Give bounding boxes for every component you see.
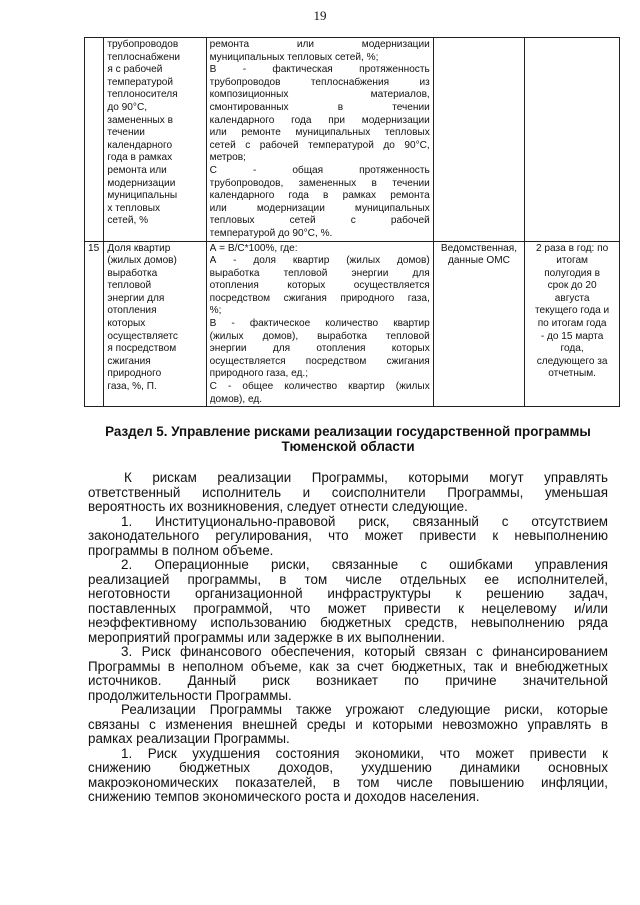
cell-line: сжигания bbox=[107, 355, 151, 367]
cell-line: данные ОМС bbox=[448, 255, 510, 267]
table-row-15 bbox=[85, 241, 620, 407]
body-line: 1. Институционально-правовой риск, связанный с отсутствием bbox=[121, 514, 608, 529]
cell-line: до 90°С, bbox=[107, 101, 148, 113]
section-heading bbox=[88, 425, 608, 454]
cell-line: теплоснабжени bbox=[107, 51, 181, 63]
cell-line: итогам bbox=[556, 255, 588, 267]
cell-formula bbox=[206, 38, 433, 242]
cell-period bbox=[525, 38, 620, 242]
cell-line: отопления которых осуществляется bbox=[209, 280, 430, 292]
table-row-continued bbox=[85, 38, 620, 242]
cell-indicator-name bbox=[104, 241, 206, 407]
cell-line: смонтированных в течении bbox=[209, 101, 430, 113]
cell-line: осуществляетс bbox=[107, 330, 178, 342]
cell-line: - до 15 марта bbox=[540, 330, 604, 342]
cell-line: течении bbox=[107, 127, 145, 139]
body-line: рамках реализации Программы. bbox=[88, 732, 290, 746]
cell-line: муниципальных тепловых сетей, %; bbox=[209, 51, 379, 63]
cell-line: выработка тепловой энергии для bbox=[209, 267, 430, 279]
cell-line: посредством сжигания природного газа, bbox=[209, 292, 430, 304]
cell-line: композиционных материалов, bbox=[209, 89, 430, 101]
body-line: 2. Операционные риски, связанные с ошибками управления bbox=[121, 558, 608, 572]
section-heading-line: Раздел 5. Управление рисками реализации государственной программы bbox=[105, 424, 591, 439]
cell-line: Ведомственная, bbox=[440, 242, 518, 254]
body-line: связаны с изменения внешней среды и которыми невозможно управлять в bbox=[88, 717, 608, 732]
cell-line: календарного bbox=[107, 139, 173, 151]
body-line: реализацией программы, в том числе отдельных ее исполнителей, bbox=[88, 572, 608, 587]
cell-line: тепловой bbox=[107, 280, 152, 292]
cell-line: сетей с рабочей температурой до 90°С, bbox=[209, 139, 430, 151]
body-line: законодательного регулирования, что может привести к невыполнению bbox=[88, 529, 608, 543]
cell-line: модернизации bbox=[107, 177, 176, 189]
cell-line: трубопроводов теплоснабжения из bbox=[209, 76, 430, 88]
body-line: Программы в неполном объеме, как за счет бюджетных, так и внебюджетных bbox=[88, 659, 608, 674]
body-line: ответственный исполнитель и соисполнители Программы, уменьшая bbox=[88, 485, 608, 500]
body-line: снижению бюджетных доходов, ухудшению динамики основных bbox=[88, 761, 608, 775]
body-line: 1. Риск ухудшения состояния экономики, что может привести к bbox=[121, 746, 608, 761]
cell-line: или модернизации муниципальных bbox=[209, 202, 430, 214]
cell-source bbox=[433, 241, 524, 407]
cell-line: А = В/С*100%, где: bbox=[209, 242, 298, 254]
body-line: вероятность их возникновения, следует отнести следующие. bbox=[88, 500, 468, 514]
cell-line: ремонта или модернизации bbox=[209, 39, 430, 50]
cell-line: года, bbox=[560, 343, 584, 355]
cell-line: тепловых сетей с рабочей bbox=[209, 215, 430, 227]
section-heading-line: Тюменской области bbox=[281, 438, 415, 454]
cell-line: следующего за bbox=[536, 355, 608, 367]
body-line: поставленных программой, что может привести к нецелевому и/или bbox=[88, 601, 608, 616]
cell-number bbox=[85, 241, 104, 407]
cell-line: С - общая протяженность bbox=[209, 164, 430, 176]
body-line: продолжительности Программы. bbox=[88, 688, 292, 703]
cell-line: (жилых домов), выработка тепловой bbox=[209, 330, 430, 342]
cell-line: ремонта или bbox=[107, 164, 167, 176]
cell-line: отчетным. bbox=[548, 368, 596, 380]
body-line: источников. Данный риск возникает по причине значительной bbox=[88, 674, 608, 688]
cell-line: года в рамках bbox=[107, 152, 173, 164]
body-line: снижению темпов экономического роста и доходов населения. bbox=[88, 790, 480, 804]
page-number: 19 bbox=[313, 8, 327, 23]
cell-line: я посредством bbox=[107, 343, 177, 355]
cell-line: отопления bbox=[107, 305, 157, 317]
cell-line: которых bbox=[107, 318, 146, 330]
cell-line: календарного года в рамках ремонта bbox=[209, 190, 430, 202]
cell-period bbox=[525, 241, 620, 407]
cell-source bbox=[433, 38, 524, 242]
cell-formula bbox=[206, 241, 433, 407]
cell-number bbox=[85, 38, 104, 242]
cell-line: природного bbox=[107, 368, 162, 380]
cell-line: замененных в bbox=[107, 114, 173, 126]
cell-line: выработка bbox=[107, 267, 158, 279]
body-line: неэффективному использованию бюджетных средств, невыполнению ряда bbox=[88, 616, 608, 630]
cell-line: А - доля квартир (жилых домов) bbox=[209, 255, 430, 267]
cell-line: (жилых домов) bbox=[107, 255, 177, 267]
body-line: 3. Риск финансового обеспечения, который связан с финансированием bbox=[121, 645, 608, 659]
cell-line: температурой bbox=[107, 76, 174, 88]
cell-line: или ремонте муниципальных тепловых bbox=[209, 127, 430, 139]
cell-line: х тепловых bbox=[107, 202, 161, 214]
cell-line: трубопроводов bbox=[107, 39, 179, 50]
cell-line: 2 раза в год: по bbox=[536, 242, 609, 254]
indicators-table bbox=[84, 37, 620, 407]
cell-line: сетей, % bbox=[107, 215, 149, 227]
cell-line: температурой до 90°С, %. bbox=[209, 227, 333, 239]
cell-line: срок до 20 bbox=[547, 280, 597, 292]
cell-line: полугодия в bbox=[544, 267, 601, 279]
cell-line: календарного года при модернизации bbox=[209, 114, 430, 126]
cell-line: В - фактическое количество квартир bbox=[209, 318, 430, 330]
row-number: 15 bbox=[88, 242, 100, 254]
cell-line: энергии для bbox=[107, 292, 165, 304]
body-line: Реализации Программы также угрожают следующие риски, которые bbox=[121, 703, 608, 717]
cell-line: С - общее количество квартир (жилых bbox=[209, 381, 430, 393]
body-line: макроэкономических показателей, в том числе повышению инфляции, bbox=[88, 775, 608, 790]
body-line: К рискам реализации Программы, которыми могут управлять bbox=[124, 471, 608, 485]
cell-line: текущего года и bbox=[535, 305, 610, 317]
body-line: программы в полном объеме. bbox=[88, 543, 274, 558]
cell-line: %; bbox=[209, 305, 222, 317]
cell-line: метров; bbox=[209, 152, 246, 164]
cell-line: газа, %, П. bbox=[107, 381, 157, 393]
cell-line: августа bbox=[554, 292, 590, 304]
cell-line: домов), ед. bbox=[209, 393, 263, 405]
cell-line: по итогам года bbox=[537, 318, 607, 330]
cell-line: В - фактическая протяженность bbox=[209, 64, 430, 76]
cell-line: трубопроводов, замененных в течении bbox=[209, 177, 430, 189]
cell-line: Доля квартир bbox=[107, 242, 171, 254]
body-line: неготовности организационной инфраструктуры к решению задач, bbox=[88, 587, 608, 601]
cell-line: энергии для отопления которых bbox=[209, 343, 430, 355]
cell-line: природного газа, ед.; bbox=[209, 368, 309, 380]
cell-line: осуществляется посредством сжигания bbox=[209, 355, 430, 367]
cell-line: теплоносителя bbox=[107, 89, 178, 101]
cell-indicator-name bbox=[104, 38, 206, 242]
section-body bbox=[88, 471, 608, 805]
body-line: мероприятий программы или задержке в их выполнении. bbox=[88, 630, 445, 645]
cell-line: я с рабочей bbox=[107, 64, 163, 76]
cell-line: муниципальны bbox=[107, 190, 178, 202]
